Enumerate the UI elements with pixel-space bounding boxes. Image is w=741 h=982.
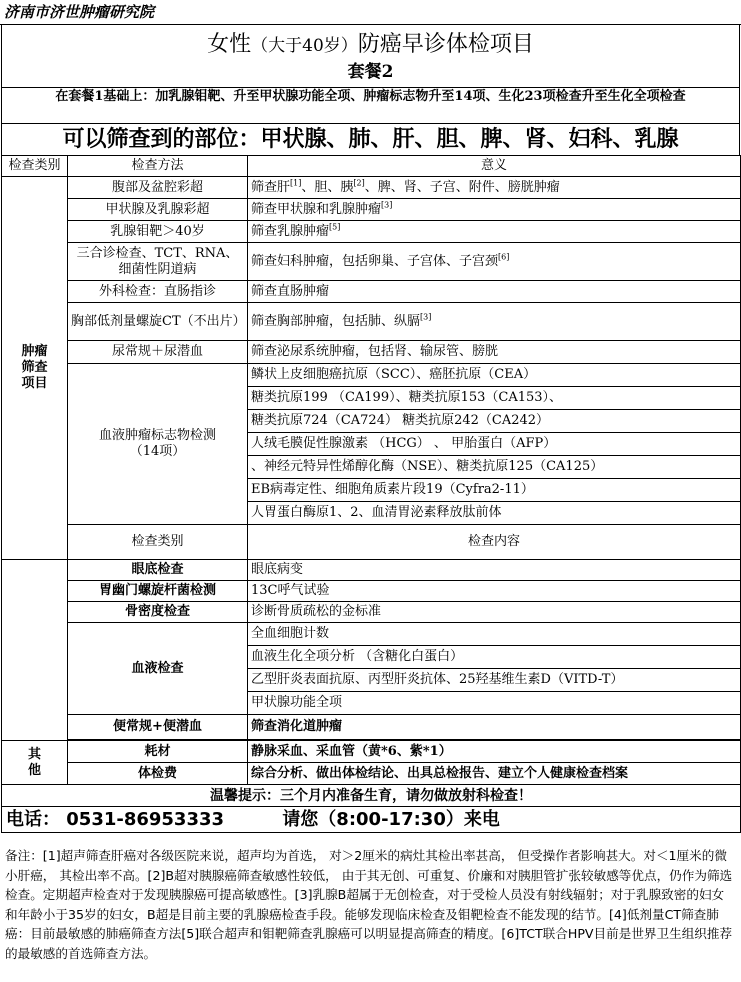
meaning-mammography: 筛查乳腺肿瘤[5] (248, 221, 741, 243)
content-helicobacter: 13C呼气试验 (248, 581, 741, 602)
blood-test-line: 甲状腺功能全项 (248, 692, 741, 715)
method-gynecology: 三合诊检查、TCT、RNA、细菌性阴道病 (68, 243, 248, 281)
method-stool: 便常规+便潜血 (68, 715, 248, 740)
reminder: 温馨提示：三个月内准备生育，请勿做放射科检查！ (2, 785, 741, 807)
header-category: 检查类别 (2, 156, 68, 177)
tumor-marker-line: 糖类抗原199 （CA199）、糖类抗原153（CA153）、 (248, 387, 741, 410)
tumor-marker-line: 、神经元特异性烯醇化酶（NSE）、糖类抗原125（CA125） (248, 456, 741, 479)
method-bone-density: 骨密度检查 (68, 602, 248, 623)
content-consumables: 静脉采血、采血管（黄*6、紫*1） (248, 741, 741, 763)
tumor-marker-line: 人胃蛋白酶原1、2、血清胃泌素释放肽前体 (248, 502, 741, 525)
tumor-marker-line: 糖类抗原724（CA724） 糖类抗原242（CA242） (248, 410, 741, 433)
exam-table (1, 155, 741, 833)
package-name: 套餐2 (347, 62, 394, 82)
method-helicobacter: 胃幽门螺旋杆菌检测 (68, 581, 248, 602)
meaning-gynecology: 筛查妇科肿瘤，包括卵巢、子宫体、子宫颈[6] (248, 243, 741, 281)
method-tumor-markers: 血液肿瘤标志物检测 （14项） (68, 364, 248, 525)
upgrade-note: 在套餐1基础上：加乳腺钼靶、升至甲状腺功能全项、肿瘤标志物升至14项、生化23项检查升至生化全项检查 (1, 88, 740, 124)
tumor-marker-line: 鳞状上皮细胞癌抗原（SCC）、癌胚抗原（CEA） (248, 364, 741, 387)
meaning-abdomen: 筛查肝[1]、胆、胰[2]、脾、肾、子宫、附件、膀胱肿瘤 (248, 177, 741, 199)
category-other: 其他 (2, 741, 68, 785)
blood-test-line: 乙型肝炎表面抗原、丙型肝炎抗体、25羟基维生素D（VITD-T） (248, 669, 741, 692)
header-method: 检查方法 (68, 156, 248, 177)
title-age: （大于40岁） (251, 36, 358, 56)
header-meaning: 意义 (248, 156, 741, 177)
method-urine: 尿常规＋尿潜血 (68, 341, 248, 364)
blood-test-line: 全血细胞计数 (248, 623, 741, 646)
category-tumor-screening: 肿瘤筛查项目 (2, 177, 68, 560)
contact-hours: 请您（8:00-17:30）来电 (282, 808, 500, 830)
method-abdomen-ultrasound: 腹部及盆腔彩超 (68, 177, 248, 199)
meaning-urine: 筛查泌尿系统肿瘤，包括肾、输尿管、膀胱 (248, 341, 741, 364)
method-chest-ct: 胸部低剂量螺旋CT（不出片） (68, 303, 248, 341)
title-block (1, 25, 740, 88)
footnotes: 备注：[1]超声筛查肝癌对各级医院来说，超声均为首选， 对＞2厘米的病灶其检出率甚高， 但受操作者影响甚大。对＜1厘米的微小肝癌， 其检出率不高。[2]B超对胰腺癌筛查敏感性较低， 由于其无创、可重复、价廉和对胰胆管扩张较敏感等优点，仍作为筛选检查。定期超声检查对于发现胰腺癌可提高敏感性。[3]乳腺B超属于无创检查，对于受检人员没有射线辐射；对于乳腺致密的妇女和年龄小于35岁的妇女，B超是目前主要的乳腺癌检查手段。能够发现临床检查及钼靶检查不能发现的结节。[4]低剂量CT筛查肺癌：目前最敏感的肺癌筛查方法[5]联合超声和钼靶筛查乳腺癌可以明显提高筛查的精度。[6]TCT联合HPV目前是世界卫生组织推荐的最敏感的首选筛查方法。 (5, 848, 733, 961)
content-stool: 筛查消化道肿瘤 (248, 715, 741, 740)
page-title (2, 31, 739, 60)
method-exam-fee: 体检费 (68, 763, 248, 785)
method-fundus: 眼底检查 (68, 560, 248, 581)
institute-header (0, 0, 741, 25)
tumor-marker-line: 人绒毛膜促性腺激素 （HCG） 、 甲胎蛋白（AFP） (248, 433, 741, 456)
contact-row (2, 807, 741, 833)
method-rectal-exam: 外科检查：直肠指诊 (68, 281, 248, 303)
method-mammography: 乳腺钼靶＞40岁 (68, 221, 248, 243)
institute-name: 济南市济世肿瘤研究院 (4, 3, 155, 21)
header2-category: 检查类别 (68, 525, 248, 560)
title-rest: 防癌早诊体检项目 (357, 32, 534, 57)
contact-phone: 电话： 0531-86953333 (6, 808, 225, 830)
meaning-thyroid-breast: 筛查甲状腺和乳腺肿瘤[3] (248, 199, 741, 221)
meaning-rectal: 筛查直肠肿瘤 (248, 281, 741, 303)
tumor-marker-line: EB病毒定性、细胞角质素片段19（Cyfra2-11） (248, 479, 741, 502)
content-exam-fee: 综合分析、做出体检结论、出具总检报告、建立个人健康检查档案 (248, 763, 741, 785)
category-general-blank (2, 560, 68, 741)
screen-parts-banner: 可以筛查到的部位：甲状腺、肺、肝、胆、脾、肾、妇科、乳腺 (1, 124, 740, 156)
meaning-chest: 筛查胸部肿瘤，包括肺、纵膈[3] (248, 303, 741, 341)
header2-content: 检查内容 (248, 525, 741, 560)
blood-test-line: 血液生化全项分析 （含糖化白蛋白） (248, 646, 741, 669)
method-blood-test: 血液检查 (68, 623, 248, 715)
content-fundus: 眼底病变 (248, 560, 741, 581)
method-consumables: 耗材 (68, 741, 248, 763)
title-gender: 女性 (207, 32, 252, 57)
method-thyroid-breast-ultrasound: 甲状腺及乳腺彩超 (68, 199, 248, 221)
content-bone-density: 诊断骨质疏松的金标准 (248, 602, 741, 623)
